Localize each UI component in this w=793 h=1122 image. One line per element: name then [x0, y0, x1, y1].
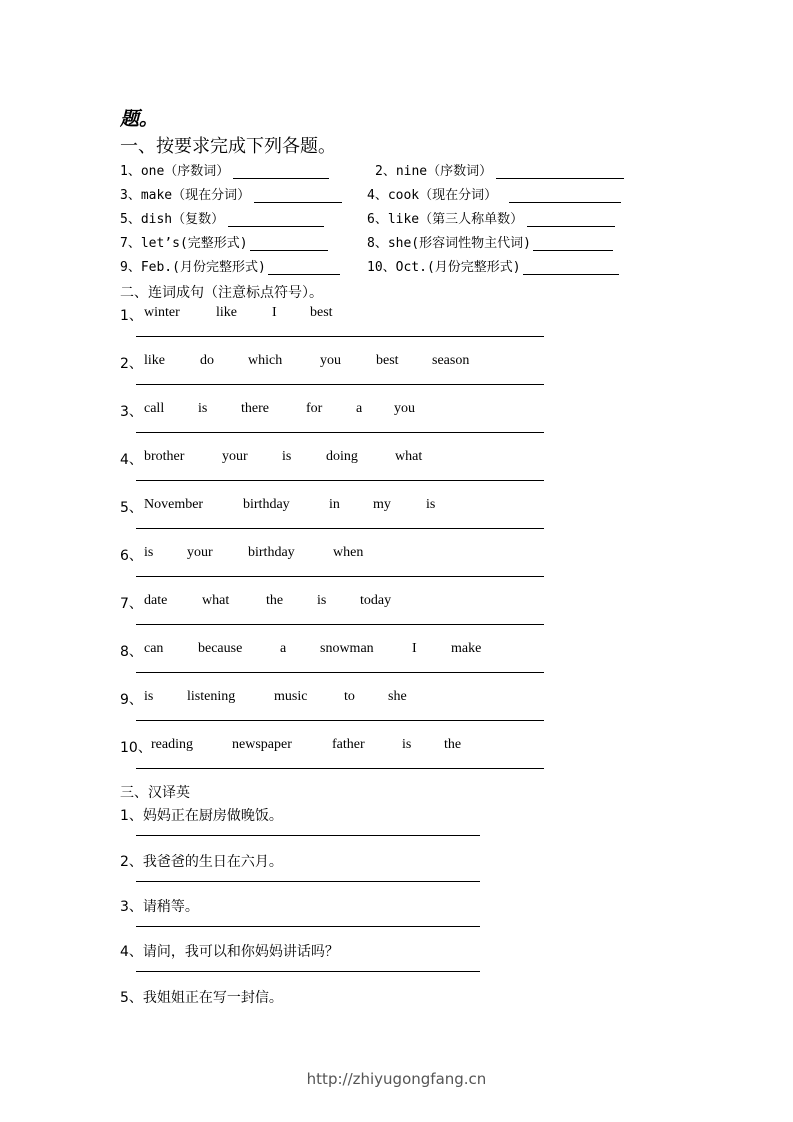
word-tile: what — [395, 449, 423, 464]
question-number: 3、 — [120, 404, 143, 420]
word-tile: November — [144, 497, 204, 512]
footer-url[interactable]: http://zhiyugongfang.cn — [306, 1070, 487, 1088]
part1-item — [120, 256, 340, 275]
word-tile: like — [216, 305, 237, 320]
word-tile: snowman — [320, 641, 374, 656]
question-number: 2、 — [120, 356, 143, 372]
word-tile: today — [360, 593, 392, 608]
word-tile: my — [373, 497, 391, 512]
answer-line[interactable] — [136, 528, 544, 529]
word-tile: father — [332, 737, 365, 752]
answer-blank[interactable] — [533, 236, 613, 251]
translation-item — [120, 987, 490, 1007]
part3-heading: 三、汉译英 — [120, 785, 190, 801]
answer-line[interactable] — [136, 576, 544, 577]
word-tile: best — [376, 353, 399, 368]
word-tile: there — [241, 401, 269, 416]
question-number: 1、 — [120, 308, 143, 324]
part1-item-label: 3、make（现在分词） — [120, 188, 251, 203]
word-tile: because — [198, 641, 243, 656]
word-tile: call — [144, 401, 165, 416]
translation-item — [120, 805, 490, 825]
word-tile: listening — [187, 689, 236, 704]
word-tile: is — [426, 497, 436, 512]
part1-item-label: 2、nine（序数词） — [375, 164, 493, 179]
question-item — [120, 497, 550, 541]
question-item — [120, 641, 550, 685]
word-tile: doing — [326, 449, 358, 464]
answer-blank[interactable] — [254, 188, 342, 203]
part1-row — [120, 256, 645, 276]
question-number: 9、 — [120, 692, 143, 708]
page-title: 题。 — [120, 108, 159, 130]
part1-item-label: 5、dish（复数） — [120, 212, 225, 227]
question-number: 5、 — [120, 500, 143, 516]
answer-blank[interactable] — [496, 164, 624, 179]
question-number: 6、 — [120, 548, 143, 564]
word-tile: newspaper — [232, 737, 292, 752]
answer-line[interactable] — [136, 971, 480, 972]
answer-line[interactable] — [136, 384, 544, 385]
part2-heading: 二、连词成句（注意标点符号）。 — [120, 285, 323, 301]
answer-blank[interactable] — [268, 260, 340, 275]
word-tile: the — [266, 593, 284, 608]
question-item — [120, 737, 550, 781]
part1-row — [120, 208, 645, 228]
word-tile: for — [306, 401, 323, 416]
translation-prompt: 3、请稍等。 — [120, 899, 199, 915]
part1-item — [120, 184, 342, 203]
word-tile: your — [222, 449, 248, 464]
part1-item — [120, 160, 329, 179]
part1-item — [120, 208, 324, 227]
word-tile: reading — [151, 737, 193, 752]
word-tile: I — [272, 305, 277, 320]
answer-blank[interactable] — [509, 188, 621, 203]
part1-item — [375, 160, 624, 179]
part1-heading: 一、按要求完成下列各题。 — [120, 136, 336, 157]
word-tile: is — [144, 545, 154, 560]
word-tile: birthday — [243, 497, 290, 512]
part1-item — [367, 232, 613, 251]
word-tile: can — [144, 641, 164, 656]
part1-row — [120, 184, 645, 204]
question-item — [120, 353, 550, 397]
word-tile: brother — [144, 449, 185, 464]
word-tile: music — [274, 689, 308, 704]
word-tile: like — [144, 353, 165, 368]
answer-blank[interactable] — [228, 212, 324, 227]
answer-line[interactable] — [136, 926, 480, 927]
part1-item-label: 4、cook（现在分词） — [367, 188, 498, 203]
word-tile: is — [317, 593, 327, 608]
word-tile: do — [200, 353, 214, 368]
word-tile: what — [202, 593, 230, 608]
question-number: 4、 — [120, 452, 143, 468]
word-tile: she — [388, 689, 407, 704]
word-tile: the — [444, 737, 462, 752]
word-tile: make — [451, 641, 482, 656]
answer-line[interactable] — [136, 480, 544, 481]
word-tile: your — [187, 545, 213, 560]
part1-item — [367, 256, 619, 275]
word-tile: in — [329, 497, 340, 512]
translation-item — [120, 896, 490, 916]
part1-item — [120, 232, 328, 251]
word-tile: best — [310, 305, 333, 320]
word-tile: season — [432, 353, 470, 368]
translation-item — [120, 941, 490, 961]
word-tile: a — [280, 641, 287, 656]
word-tile: is — [282, 449, 292, 464]
word-tile: date — [144, 593, 168, 608]
answer-blank[interactable] — [523, 260, 619, 275]
question-number: 10、 — [120, 740, 152, 756]
answer-line[interactable] — [136, 835, 480, 836]
word-tile: to — [344, 689, 355, 704]
question-item — [120, 401, 550, 445]
word-tile: winter — [144, 305, 180, 320]
answer-line[interactable] — [136, 881, 480, 882]
part1-item-label: 1、one（序数词） — [120, 164, 230, 179]
translation-prompt: 4、请问，我可以和你妈妈讲话吗？ — [120, 944, 339, 960]
question-item — [120, 545, 550, 589]
word-tile: is — [144, 689, 154, 704]
question-number: 8、 — [120, 644, 143, 660]
answer-blank[interactable] — [250, 236, 328, 251]
part1-item-label: 8、she(形容词性物主代词) — [367, 236, 531, 251]
translation-prompt: 2、我爸爸的生日在六月。 — [120, 854, 283, 870]
translation-prompt: 5、我姐姐正在写一封信。 — [120, 990, 283, 1006]
answer-line[interactable] — [136, 432, 544, 433]
answer-line[interactable] — [136, 768, 544, 769]
word-tile: which — [248, 353, 283, 368]
answer-line[interactable] — [136, 672, 544, 673]
translation-item — [120, 851, 490, 871]
word-tile: when — [333, 545, 364, 560]
word-tile: you — [394, 401, 415, 416]
question-item — [120, 689, 550, 733]
question-number: 7、 — [120, 596, 143, 612]
part1-item-label: 6、like（第三人称单数） — [367, 212, 524, 227]
word-tile: a — [356, 401, 363, 416]
part1-item-label: 7、let’s(完整形式) — [120, 236, 248, 251]
word-tile: birthday — [248, 545, 295, 560]
word-tile: I — [412, 641, 417, 656]
part1-row — [120, 160, 645, 180]
answer-line[interactable] — [136, 336, 544, 337]
word-tile: is — [198, 401, 208, 416]
word-tile: you — [320, 353, 341, 368]
question-item — [120, 593, 550, 637]
part1-item-label: 9、Feb.(月份完整形式) — [120, 260, 266, 275]
answer-line[interactable] — [136, 624, 544, 625]
part1-row — [120, 232, 645, 252]
part1-item — [367, 208, 615, 227]
answer-line[interactable] — [136, 720, 544, 721]
translation-prompt: 1、妈妈正在厨房做晚饭。 — [120, 808, 283, 824]
part1-item-label: 10、Oct.(月份完整形式) — [367, 260, 521, 275]
answer-blank[interactable] — [233, 164, 329, 179]
part1-item — [367, 184, 621, 203]
question-item — [120, 449, 550, 493]
question-item — [120, 305, 550, 349]
answer-blank[interactable] — [527, 212, 615, 227]
word-tile: is — [402, 737, 412, 752]
